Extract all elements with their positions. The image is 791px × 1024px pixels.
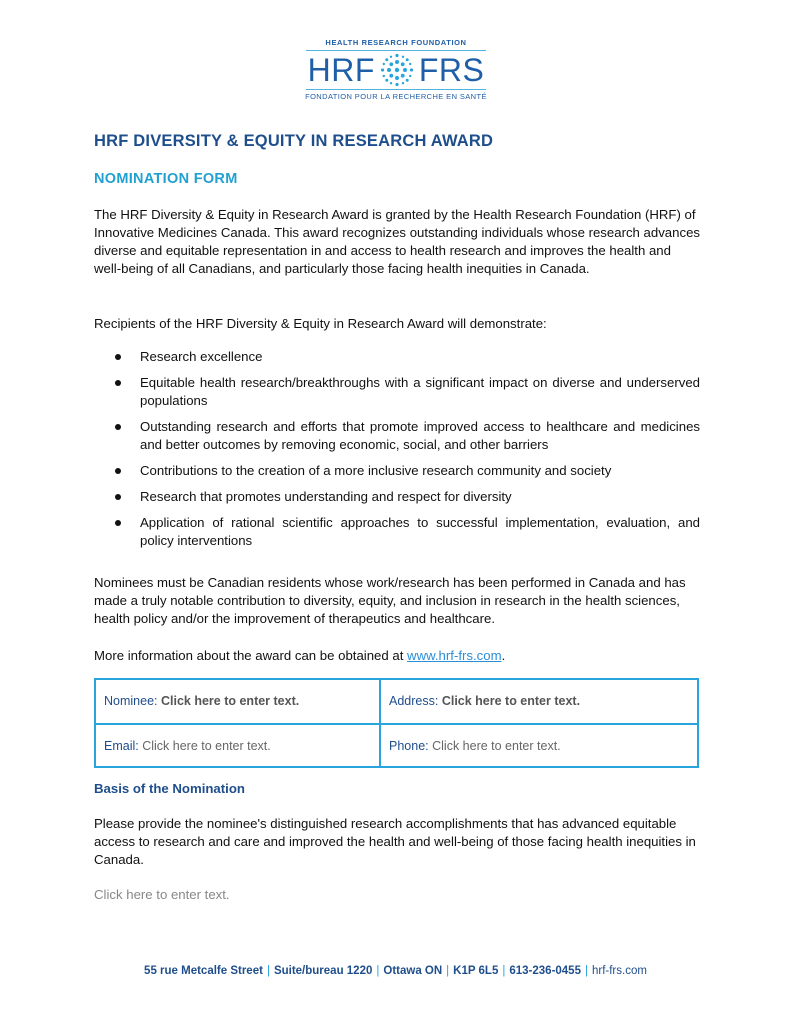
starburst-icon <box>379 52 415 88</box>
criteria-item: Contributions to the creation of a more inclusive research community and society <box>94 462 700 480</box>
hrf-frs-logo <box>300 38 492 114</box>
nominee-info-table <box>94 678 699 768</box>
recipients-intro: Recipients of the HRF Diversity & Equity in Research Award will demonstrate: <box>94 316 547 331</box>
footer-suite: Suite/bureau 1220 <box>273 965 373 977</box>
intro-paragraph: The HRF Diversity & Equity in Research Award is granted by the Health Research Foundation (HRF) of Innovative Medicines Canada. This award recognizes outstanding individuals whose research advances diverse and equitable representation in and access to health research and improves the health and well-being of all Canadians, and particularly those facing health inequities in Canada. <box>94 207 701 276</box>
nominee-label: Nominee <box>104 694 155 708</box>
bullet-icon <box>115 468 121 474</box>
logo-frs: FRS <box>418 52 485 88</box>
nominee-field[interactable]: Nominee: Click here to enter text. <box>95 679 380 724</box>
bullet-icon <box>115 380 121 386</box>
phone-field[interactable]: Phone: Click here to enter text. <box>380 724 698 767</box>
logo-rule-bottom <box>306 89 486 90</box>
address-input[interactable]: Click here to enter text. <box>441 694 581 708</box>
address-label: Address <box>389 694 435 708</box>
more-info-line: More information about the award can be obtained at www.hrf-frs.com. <box>94 648 506 663</box>
basis-paragraph: Please provide the nominee's distinguished research accomplishments that has advanced equitable access to research and care and improved the health and well-being of those facing health inequities in Canada. <box>94 816 696 867</box>
criteria-item: Equitable health research/breakthroughs with a significant impact on diverse and underserved populations <box>94 374 700 410</box>
eligibility-paragraph: Nominees must be Canadian residents whose work/research has been performed in Canada and has made a truly notable contribution to diversity, equity, and inclusion in research in the health sciences, health policy and/or the improvement of therapeutics and healthcare. <box>94 575 686 626</box>
bullet-icon <box>115 354 121 360</box>
basis-heading: Basis of the Nomination <box>94 781 245 796</box>
criteria-item: Research excellence <box>94 348 700 366</box>
page-footer: 55 rue Metcalfe Street | Suite/bureau 1220 | Ottawa ON | K1P 6L5 | 613-236-0455 | hrf-frs.com <box>144 965 647 977</box>
criteria-item: Outstanding research and efforts that promote improved access to healthcare and medicines and better outcomes by removing economic, social, and other barriers <box>94 418 700 454</box>
logo-hrf: HRF <box>307 52 375 88</box>
email-field[interactable]: Email: Click here to enter text. <box>95 724 380 767</box>
logo-org-en: HEALTH RESEARCH FOUNDATION <box>325 38 467 47</box>
document-subtitle: NOMINATION FORM <box>94 171 238 187</box>
basis-input[interactable]: Click here to enter text. <box>94 887 230 902</box>
bullet-icon <box>115 494 121 500</box>
address-field[interactable]: Address: Click here to enter text. <box>380 679 698 724</box>
email-label: Email <box>104 739 136 753</box>
bullet-icon <box>115 424 121 430</box>
website-link[interactable]: www.hrf-frs.com <box>407 648 502 663</box>
email-input[interactable]: Click here to enter text. <box>142 739 271 753</box>
logo-wordmark <box>300 51 492 89</box>
bullet-icon <box>115 520 121 526</box>
phone-input[interactable]: Click here to enter text. <box>432 739 561 753</box>
footer-city: Ottawa ON <box>383 965 443 977</box>
footer-phone: 613-236-0455 <box>509 965 581 977</box>
phone-label: Phone <box>389 739 426 753</box>
footer-postal: K1P 6L5 <box>453 965 499 977</box>
criteria-item: Research that promotes understanding and respect for diversity <box>94 488 700 506</box>
criteria-list <box>94 348 700 550</box>
nominee-input[interactable]: Click here to enter text. <box>160 694 300 708</box>
logo-org-fr: FONDATION POUR LA RECHERCHE EN SANTÉ <box>305 92 487 101</box>
footer-address: 55 rue Metcalfe Street <box>144 965 263 977</box>
criteria-item: Application of rational scientific approaches to successful implementation, evaluation, and policy interventions <box>94 514 700 550</box>
document-title: HRF DIVERSITY & EQUITY IN RESEARCH AWARD <box>94 132 494 150</box>
footer-site[interactable]: hrf-frs.com <box>591 965 647 977</box>
